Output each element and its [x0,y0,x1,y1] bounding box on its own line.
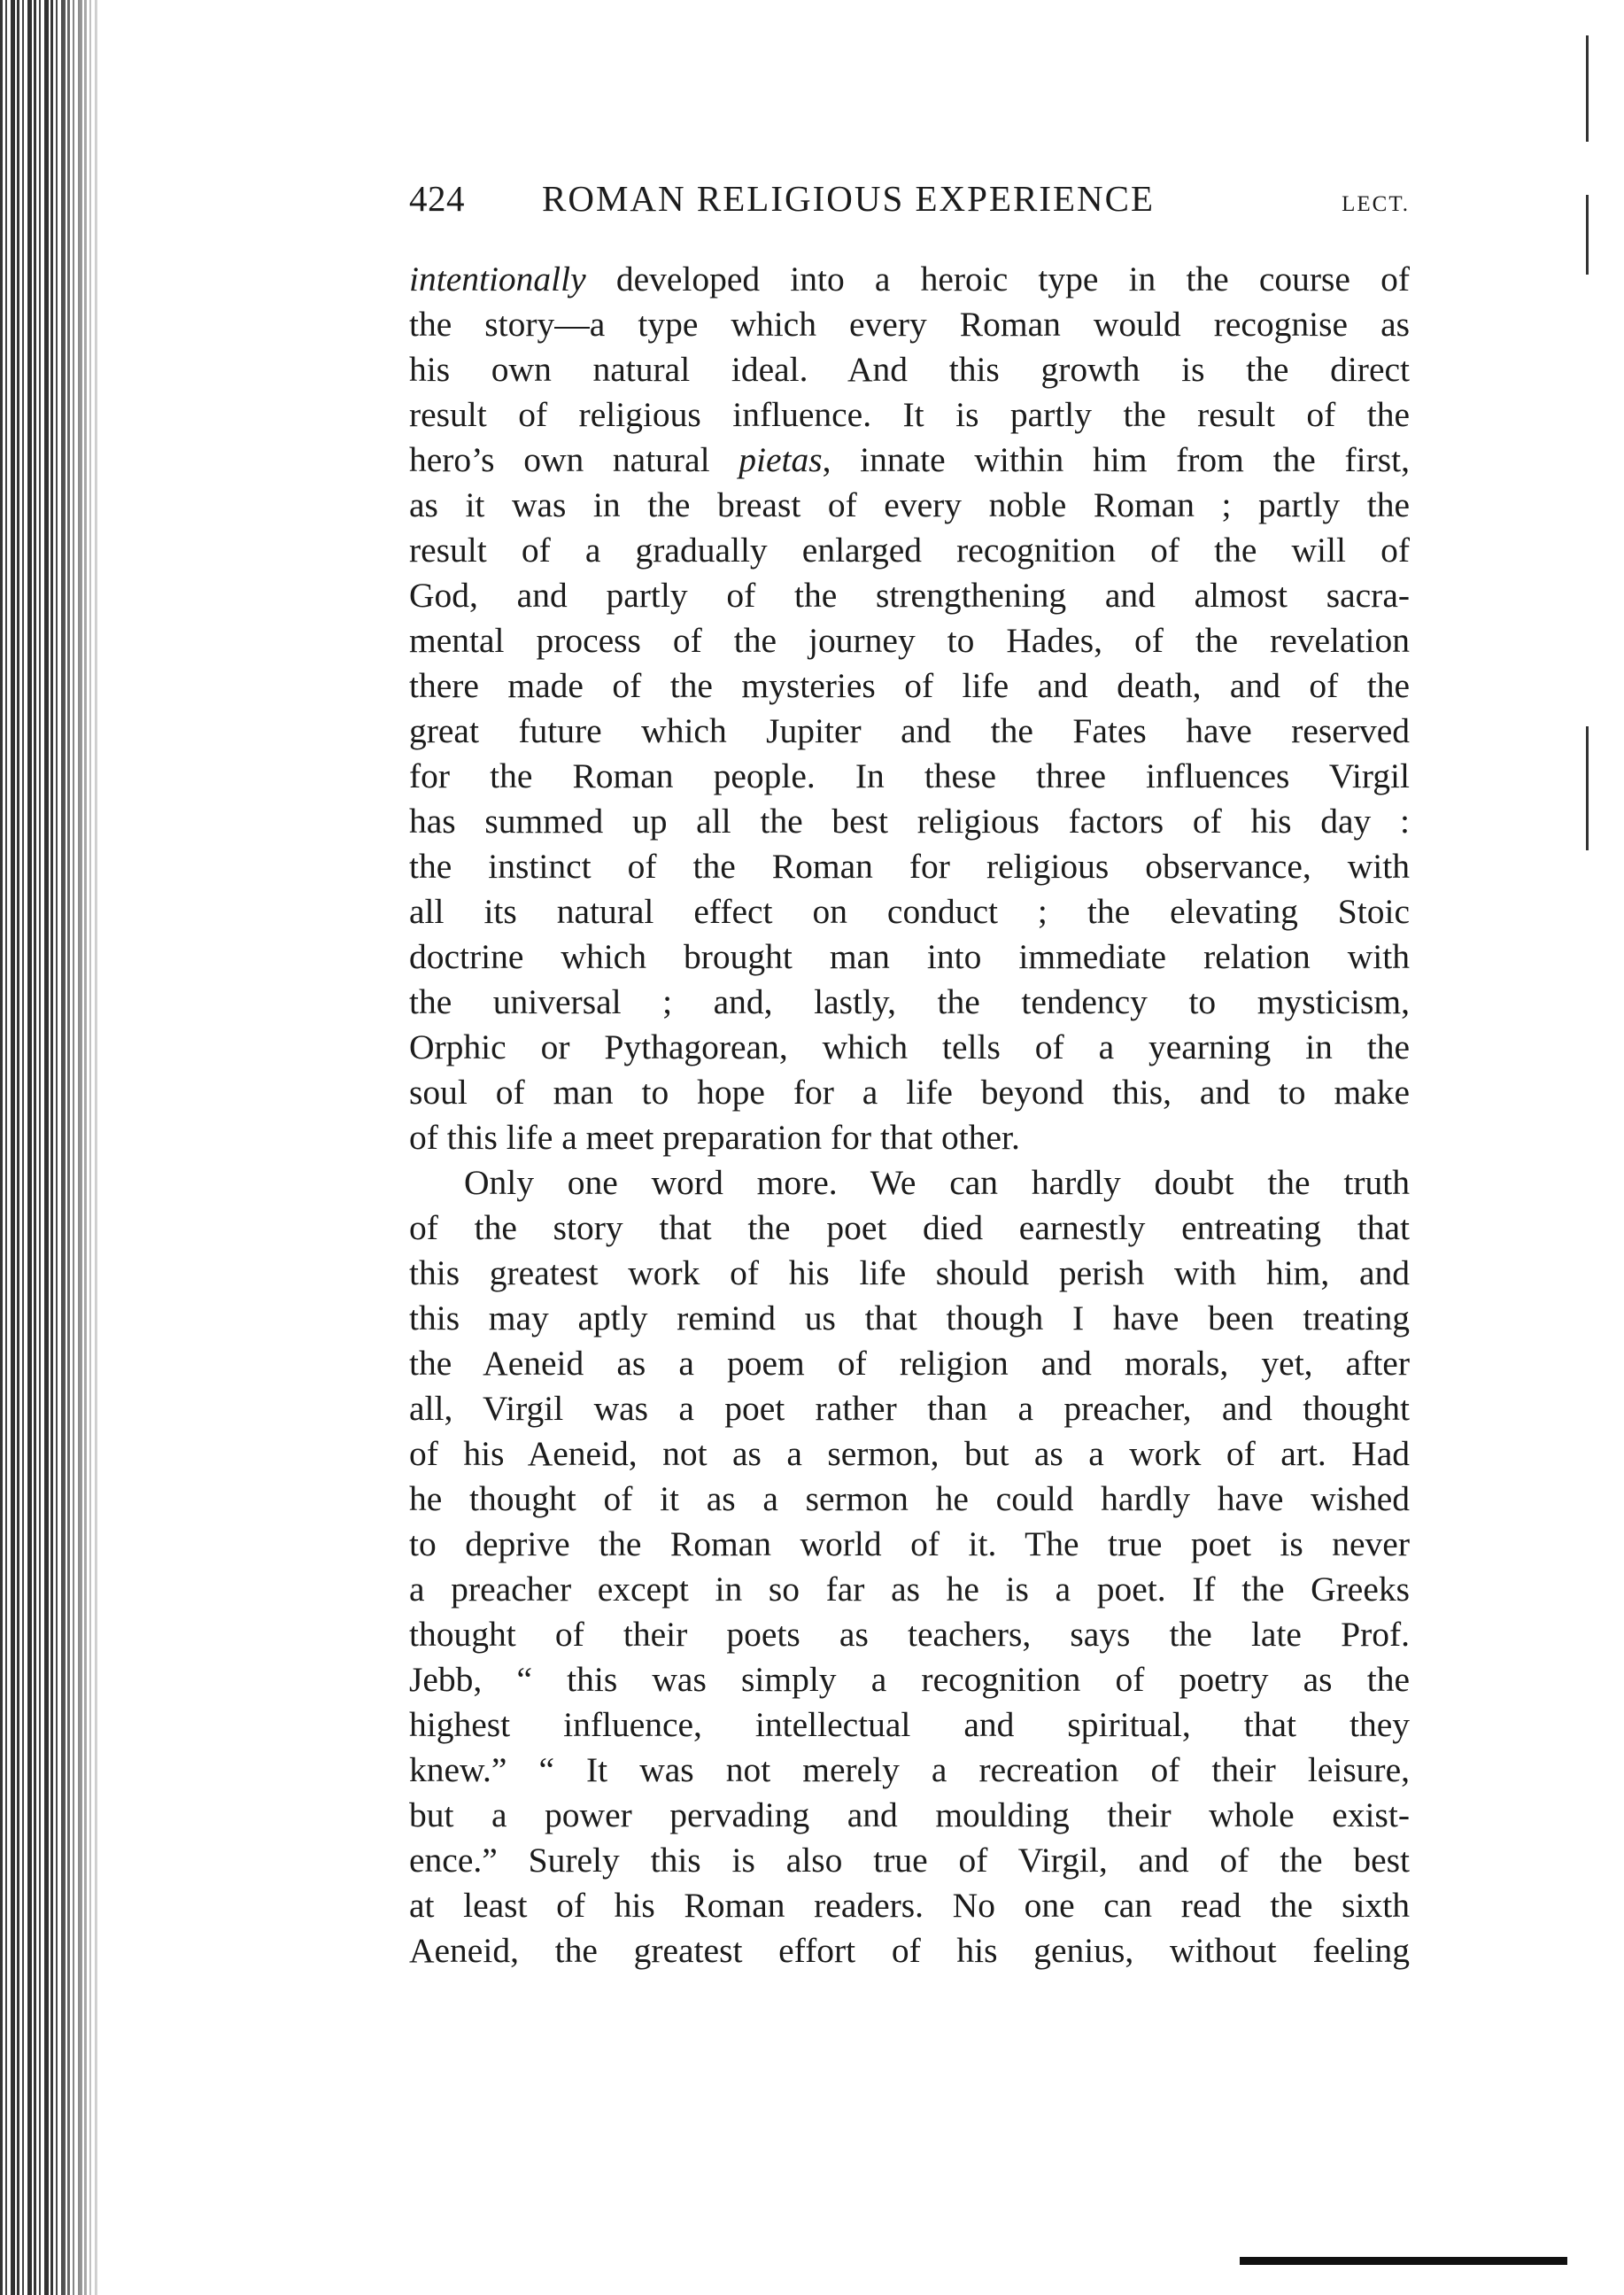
section-mark: LECT. [1342,192,1410,216]
text-segment: of this life a meet preparation for that other. [409,1118,1020,1157]
text-segment: highest influence, intellectual and spiritual, that they [409,1705,1410,1744]
body-text [409,257,1410,1973]
text-segment: result of a gradually enlarged recognition of the will of [409,531,1410,570]
text-segment: ence.” Surely this is also true of Virgil, and of the best [409,1841,1410,1880]
italic-word: pietas [739,440,823,479]
running-title: ROMAN RELIGIOUS EXPERIENCE [542,178,1156,219]
text-line [409,257,1410,302]
text-line [409,1251,1410,1296]
text-line [409,754,1410,799]
text-segment: soul of man to hope for a life beyond this, and to make [409,1073,1410,1112]
text-segment: thought of their poets as teachers, says the late Prof. [409,1615,1410,1654]
text-segment: the instinct of the Roman for religious observance, with [409,847,1410,886]
text-segment: there made of the mysteries of life and death, and of the [409,666,1410,705]
text-segment: Only one word more. We can hardly doubt the truth [464,1163,1410,1202]
text-line [409,528,1410,573]
text-line [409,1386,1410,1431]
text-segment: the Aeneid as a poem of religion and morals, yet, after [409,1344,1410,1383]
page-number: 424 [409,178,465,219]
text-line [409,1070,1410,1115]
page-edge-mark [1586,726,1589,850]
text-line [409,1793,1410,1838]
text-line [409,1838,1410,1883]
text-line [409,1341,1410,1386]
text-segment: all its natural effect on conduct ; the elevating Stoic [409,892,1410,931]
text-segment: the story—a type which every Roman would recognise as [409,305,1410,344]
book-page [409,177,1410,1973]
text-line [409,1206,1410,1251]
text-segment: of the story that the poet died earnestly entreating that [409,1208,1410,1247]
text-line [409,392,1410,438]
text-segment: has summed up all the best religious factors of his day : [409,802,1410,841]
text-segment: the universal ; and, lastly, the tendency to mysticism, [409,982,1410,1021]
italic-word: intentionally [409,260,586,299]
text-line [409,980,1410,1025]
text-segment: knew.” “ It was not merely a recreation of their leisure, [409,1750,1410,1789]
text-segment: developed into a heroic type in the course of [585,260,1410,299]
text-line [409,934,1410,980]
text-line [409,1702,1410,1748]
text-line [409,1883,1410,1928]
text-line [409,1657,1410,1702]
text-segment: for the Roman people. In these three influences Virgil [409,756,1410,795]
text-segment: Jebb, “ this was simply a recognition of poetry as the [409,1660,1410,1699]
text-segment: but a power pervading and moulding their whole exist- [409,1795,1410,1834]
text-line [409,573,1410,618]
text-segment: this may aptly remind us that though I have been treating [409,1299,1410,1337]
text-line [409,438,1410,483]
text-line [409,618,1410,663]
text-line [409,1477,1410,1522]
text-line [409,1612,1410,1657]
text-segment: he thought of it as a sermon he could hardly have wished [409,1479,1410,1518]
text-line [409,889,1410,934]
text-line [409,1567,1410,1612]
text-line [409,302,1410,347]
text-line [409,1928,1410,1973]
text-segment: mental process of the journey to Hades, of the revelation [409,621,1410,660]
text-line [409,483,1410,528]
text-segment: a preacher except in so far as he is a poet. If the Greeks [409,1570,1410,1609]
text-segment: at least of his Roman readers. No one can read the sixth [409,1886,1410,1925]
text-line [409,799,1410,844]
text-line [409,1748,1410,1793]
running-head [409,177,1410,239]
binding-fade [55,0,108,2295]
text-line [409,1115,1410,1160]
text-line [409,709,1410,754]
text-segment: Aeneid, the greatest effort of his genius, without feeling [409,1931,1410,1970]
text-segment: Orphic or Pythagorean, which tells of a yearning in the [409,1027,1410,1066]
page-edge-mark [1586,195,1589,275]
text-line [409,1431,1410,1477]
text-segment: God, and partly of the strengthening and almost sacra- [409,576,1410,615]
text-segment: to deprive the Roman world of it. The true poet is never [409,1524,1410,1563]
text-segment: this greatest work of his life should perish with him, and [409,1253,1410,1292]
text-line [409,1296,1410,1341]
page-edge-mark [1586,35,1589,142]
text-segment: all, Virgil was a poet rather than a preacher, and thought [409,1389,1410,1428]
text-segment: of his Aeneid, not as a sermon, but as a work of art. Had [409,1434,1410,1473]
bottom-rule [1240,2257,1567,2265]
text-segment: his own natural ideal. And this growth is the direct [409,350,1410,389]
text-line [409,1025,1410,1070]
text-segment: hero’s own natural [409,440,739,479]
text-segment: , innate within him from the first, [822,440,1410,479]
text-line [409,844,1410,889]
text-segment: as it was in the breast of every noble Roman ; partly the [409,485,1410,524]
text-segment: doctrine which brought man into immediate relation with [409,937,1410,976]
text-line [409,347,1410,392]
text-line [409,663,1410,709]
text-segment: great future which Jupiter and the Fates have reserved [409,711,1410,750]
text-segment: result of religious influence. It is partly the result of the [409,395,1410,434]
text-line [409,1160,1410,1206]
text-line [409,1522,1410,1567]
